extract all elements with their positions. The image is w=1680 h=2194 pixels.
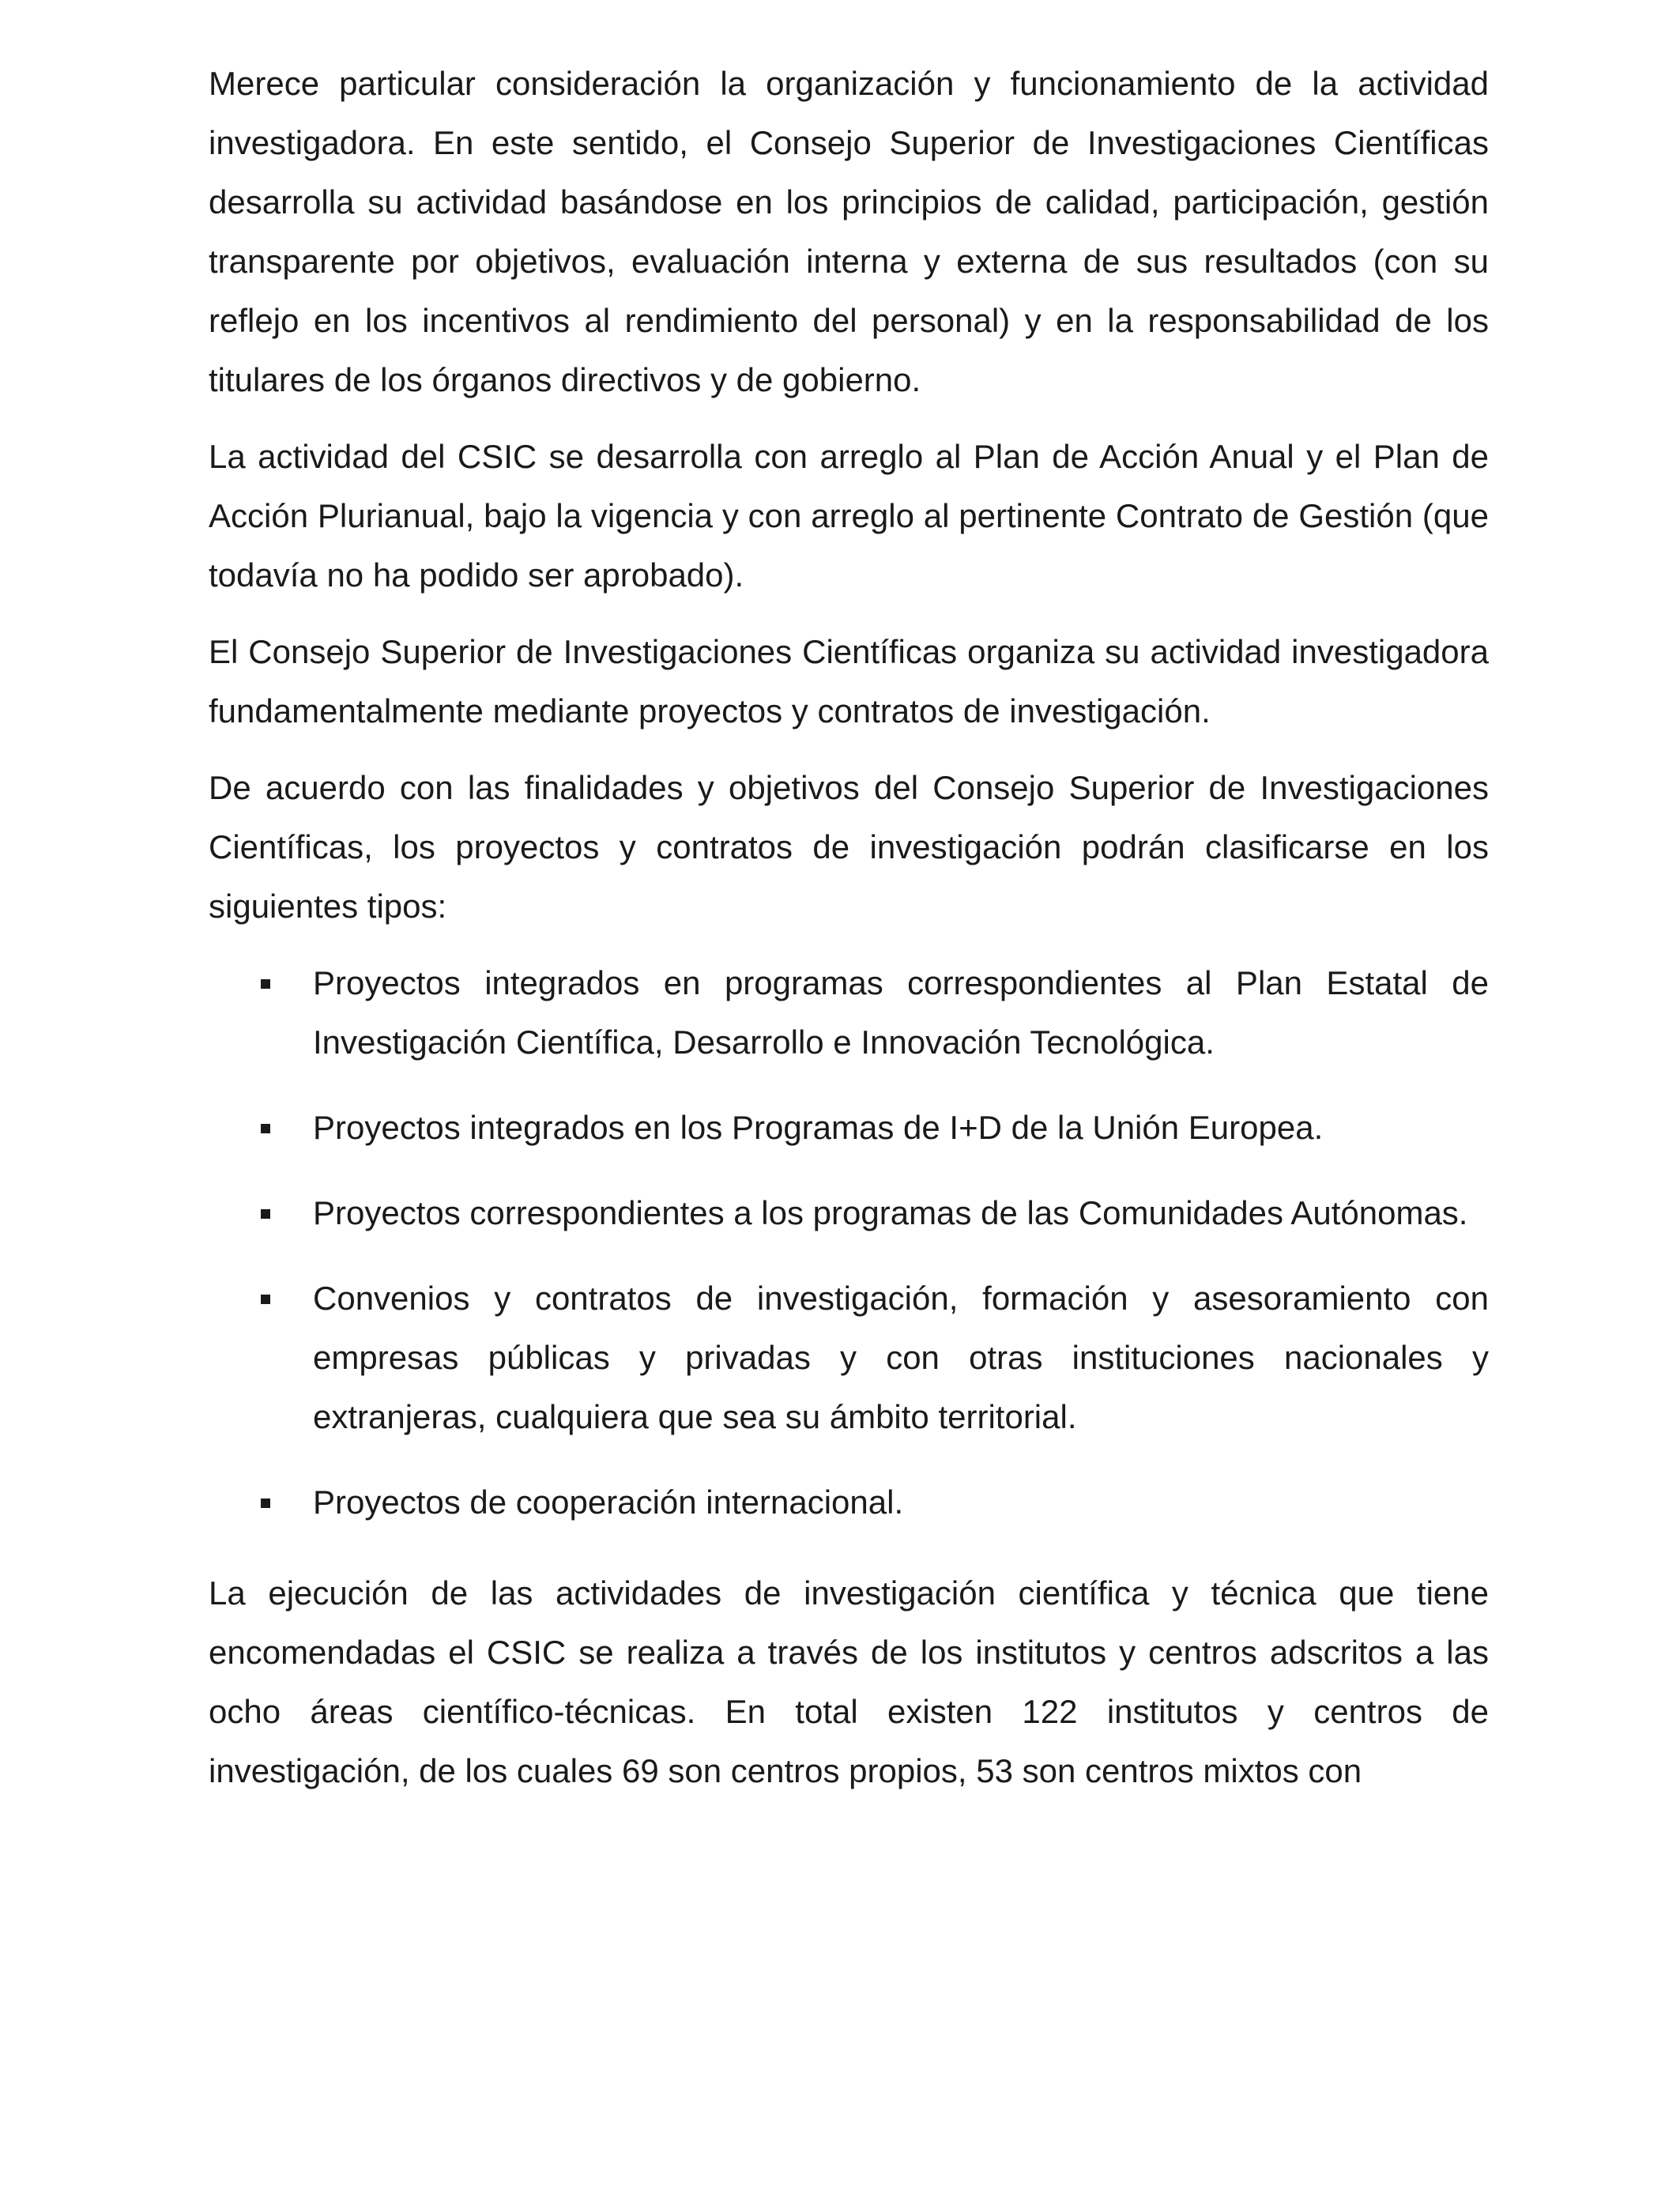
- list-item-text: Proyectos integrados en programas correspondientes al Plan Estatal de Investigación Científica, Desarrollo e Innovación Tecnológica.: [313, 964, 1489, 1061]
- list-item: [209, 953, 1489, 1072]
- paragraph-execution-institutes: La ejecución de las actividades de investigación científica y técnica que tiene encomendadas el CSIC se realiza a través de los institutos y centros adscritos a las ocho áreas científico-técnicas. En total existen 122 institutos y centros de investigación, de los cuales 69 son centros propios, 53 son centros mixtos con: [209, 1574, 1489, 1789]
- paragraph-action-plan: La actividad del CSIC se desarrolla con arreglo al Plan de Acción Anual y el Plan de Acción Plurianual, bajo la vigencia y con arreglo al pertinente Contrato de Gestión (que todavía no ha podido ser aprobado).: [209, 438, 1489, 594]
- square-bullet-icon: [261, 1209, 270, 1219]
- list-item-text: Convenios y contratos de investigación, formación y asesoramiento con empresas públicas y privadas y con otras instituciones nacionales y extranjeras, cualquiera que sea su ámbito territorial.: [313, 1280, 1489, 1435]
- paragraph-classification-intro: De acuerdo con las finalidades y objetivos del Consejo Superior de Investigaciones Científicas, los proyectos y contratos de investigación podrán clasificarse en los siguientes tipos:: [209, 769, 1489, 925]
- document-body: [209, 54, 1489, 1818]
- list-item-text: Proyectos integrados en los Programas de I+D de la Unión Europea.: [313, 1109, 1324, 1146]
- square-bullet-icon: [261, 979, 270, 989]
- list-item: [209, 1098, 1489, 1157]
- list-item-text: Proyectos correspondientes a los programas de las Comunidades Autónomas.: [313, 1194, 1468, 1231]
- list-item: [209, 1472, 1489, 1532]
- list-item-text: Proyectos de cooperación internacional.: [313, 1483, 904, 1521]
- paragraph-research-organization: Merece particular consideración la organización y funcionamiento de la actividad investigadora. En este sentido, el Consejo Superior de Investigaciones Científicas desarrolla su actividad basándose en los principios de calidad, participación, gestión transparente por objetivos, evaluación interna y externa de sus resultados (con su reflejo en los incentivos al rendimiento del personal) y en la responsabilidad de los titulares de los órganos directivos y de gobierno.: [209, 65, 1489, 398]
- list-item: [209, 1269, 1489, 1446]
- paragraph-projects-contracts: El Consejo Superior de Investigaciones Científicas organiza su actividad investigadora fundamentalmente mediante proyectos y contratos de investigación.: [209, 633, 1489, 729]
- square-bullet-icon: [261, 1295, 270, 1304]
- project-types-list: [209, 953, 1489, 1532]
- square-bullet-icon: [261, 1124, 270, 1133]
- square-bullet-icon: [261, 1498, 270, 1508]
- list-item: [209, 1183, 1489, 1242]
